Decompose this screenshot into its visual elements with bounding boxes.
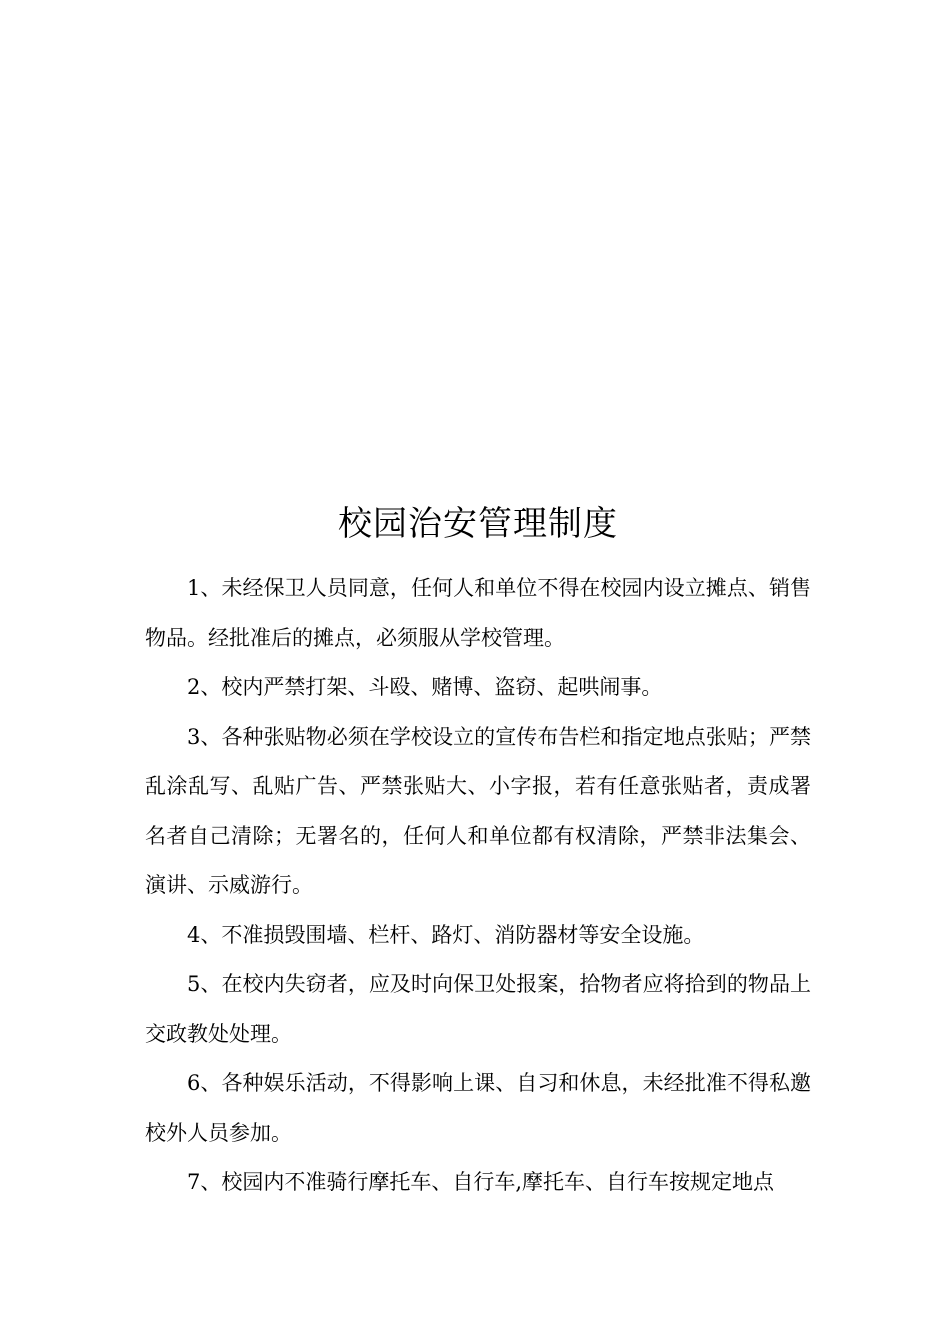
clause-7: 7、校园内不准骑行摩托车、自行车,摩托车、自行车按规定地点 xyxy=(187,1170,775,1194)
clause-3: 3、各种张贴物必须在学校设立的宣传布告栏和指定地点张贴；严禁乱涂乱写、乱贴广告、严禁张贴大、小字报，若有任意张贴者，责成署名者自己清除；无署名的，任何人和单位都有权清除，严禁非法集会、演讲、示威游行。 xyxy=(145,724,811,897)
clause-6: 6、各种娱乐活动，不得影响上课、自习和休息，未经批准不得私邀校外人员参加。 xyxy=(145,1071,811,1145)
document-body xyxy=(145,500,811,1208)
clause-4: 4、不准损毁围墙、栏杆、路灯、消防器材等安全设施。 xyxy=(187,922,705,947)
clause-1: 1、未经保卫人员同意，任何人和单位不得在校园内设立摊点、销售物品。经批准后的摊点，必须服从学校管理。 xyxy=(145,576,811,650)
clause-5: 5、在校内失窃者，应及时向保卫处报案，拾物者应将拾到的物品上交政教处处理。 xyxy=(145,972,811,1046)
document-title: 校园治安管理制度 xyxy=(338,504,618,544)
clause-2: 2、校内严禁打架、斗殴、赌博、盗窃、起哄闹事。 xyxy=(187,675,663,699)
